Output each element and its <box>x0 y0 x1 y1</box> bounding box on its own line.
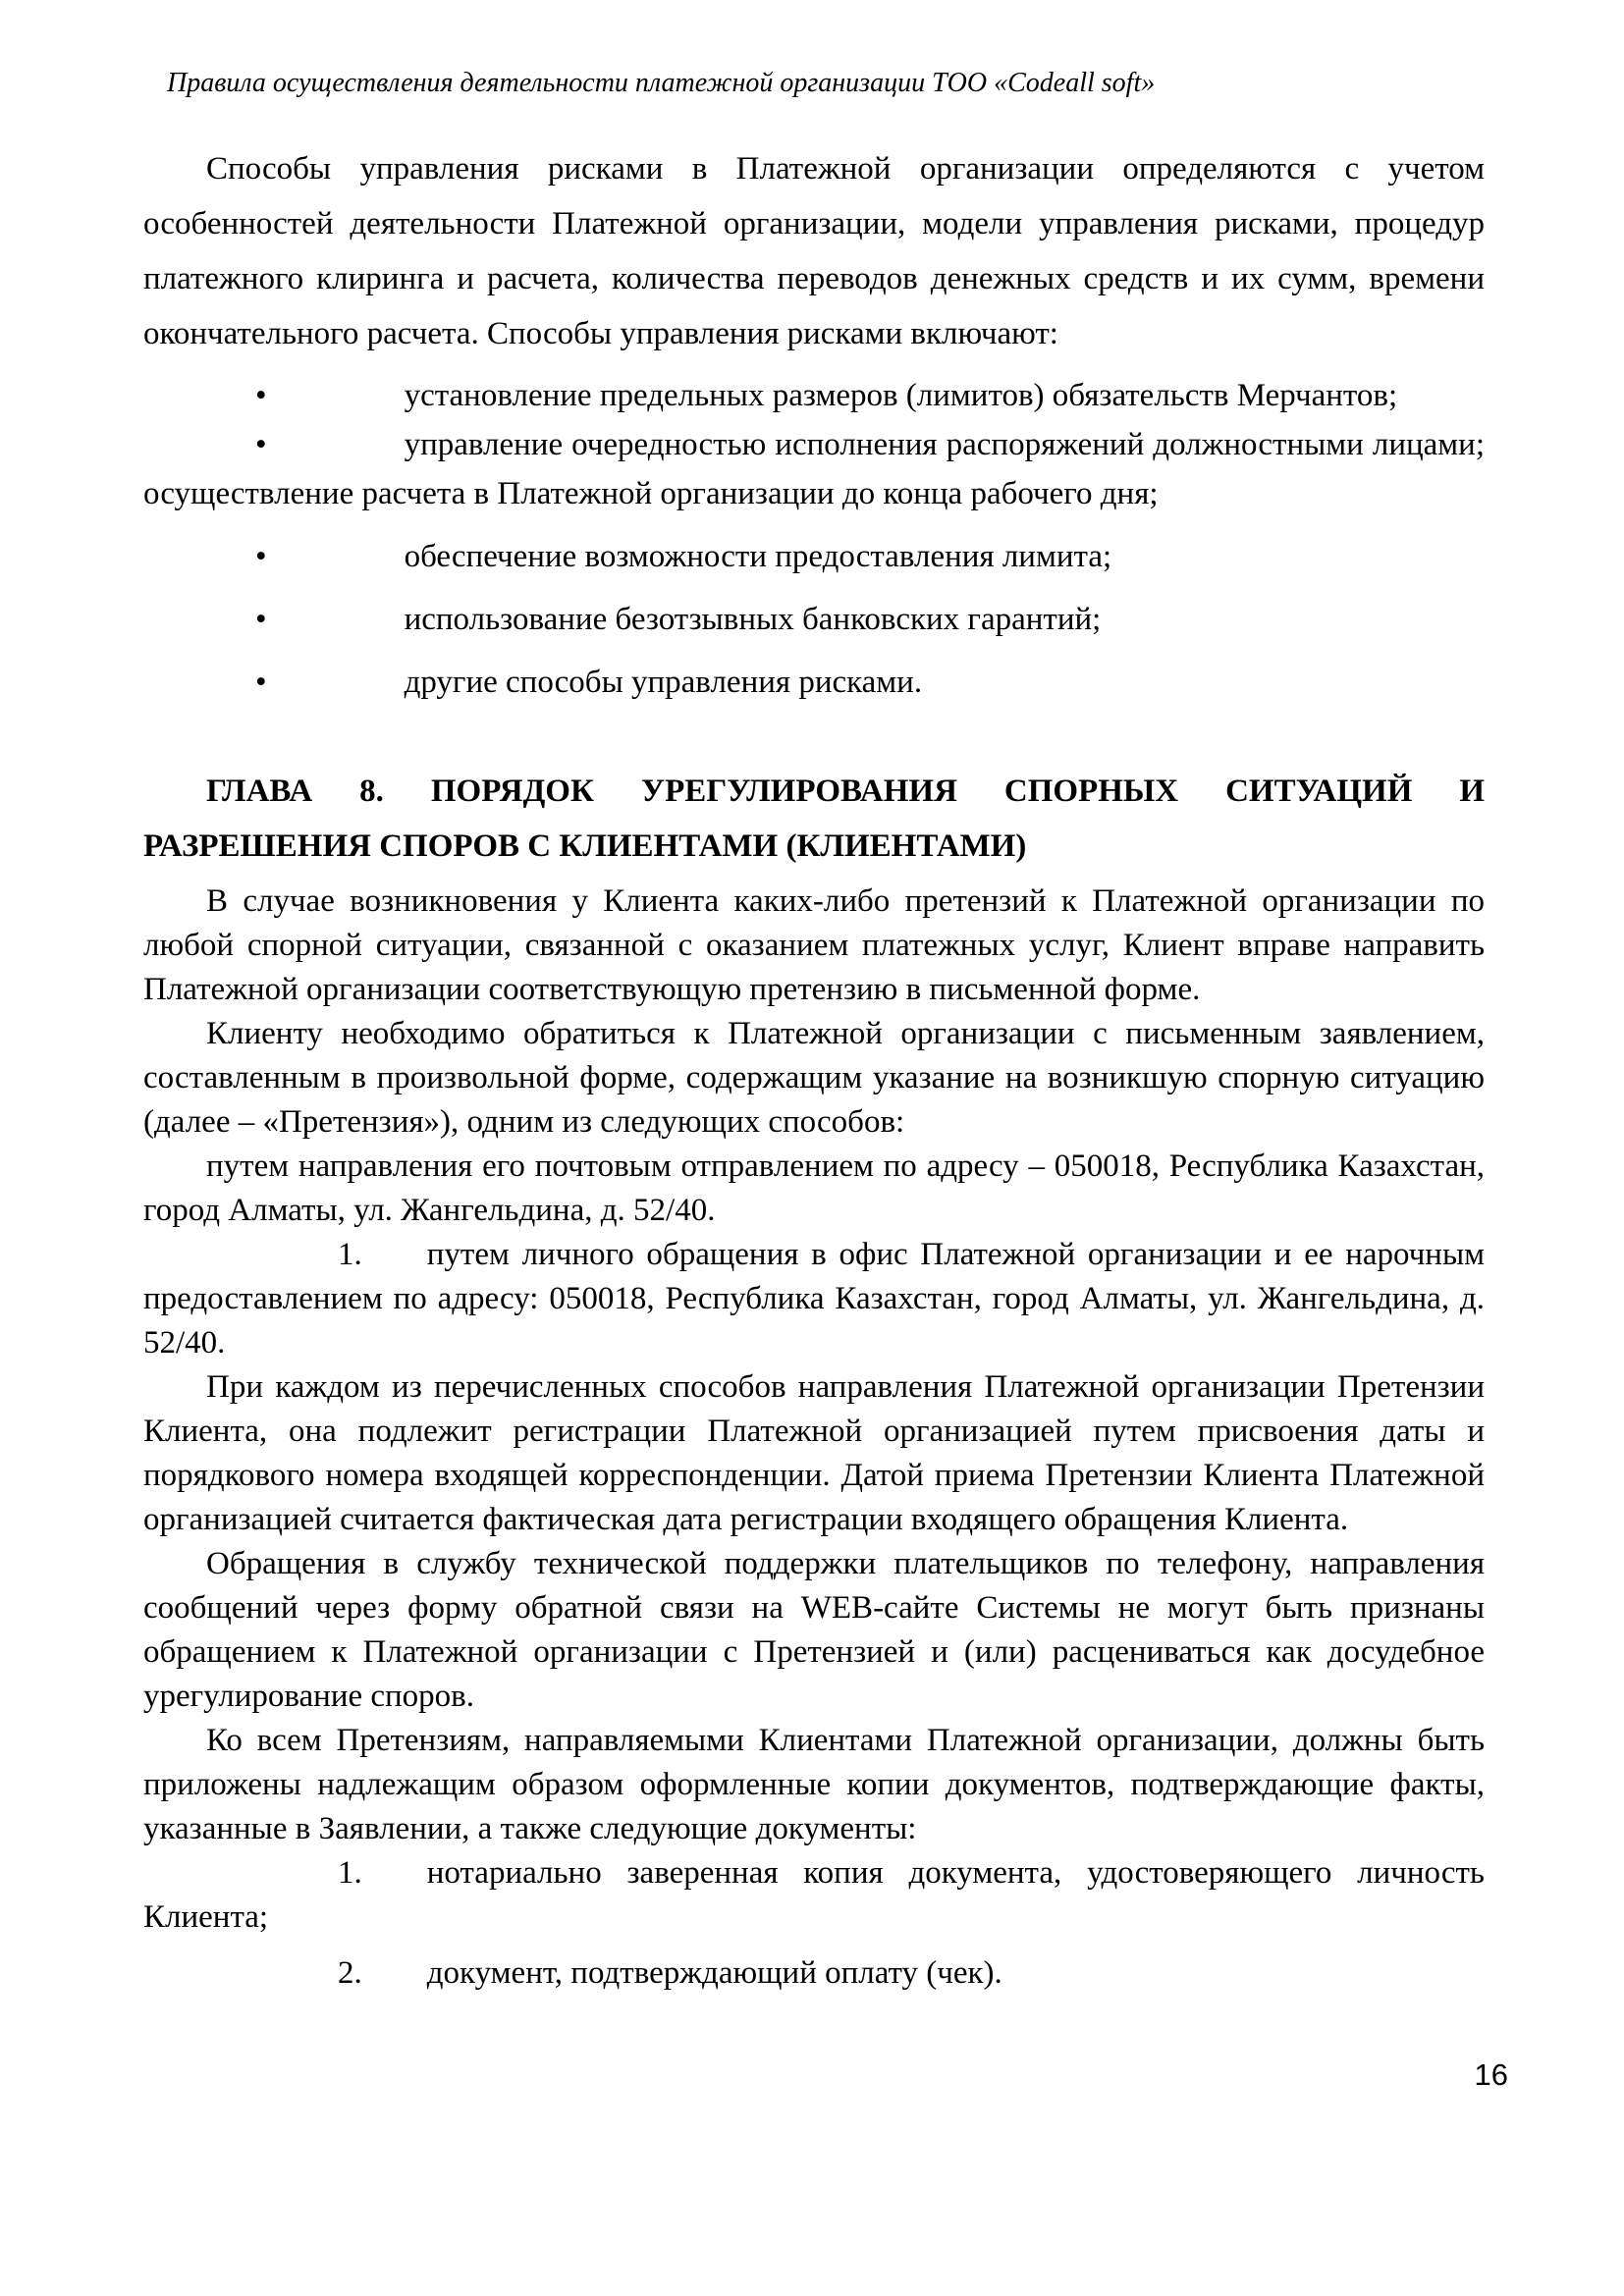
item-number: 2. <box>338 1955 362 1991</box>
bullet-text: другие способы управления рисками. <box>404 665 923 700</box>
bullet-item <box>143 532 1485 581</box>
item-text: документ, подтверждающий оплату (чек). <box>426 1955 1002 1991</box>
header-title: Правила осуществления деятельности платежной организации ТОО «Codeall soft» <box>167 68 1156 98</box>
numbered-item <box>143 1233 1485 1365</box>
bullet-marker: • <box>255 665 267 700</box>
chapter-heading-line-1: ГЛАВА 8. ПОРЯДОК УРЕГУЛИРОВАНИЯ СПОРНЫХ СИТУАЦИЙ И <box>206 774 1485 809</box>
chapter-heading <box>143 764 1485 874</box>
item-number: 1. <box>338 1855 362 1891</box>
bullet-marker: • <box>255 539 267 574</box>
document-header <box>167 65 1485 102</box>
bullet-marker: • <box>255 427 267 462</box>
body-paragraph: Клиенту необходимо обратиться к Платежной организации с письменным заявлением, составленным в произвольной форме, содержащим указание на возникшую спорную ситуацию (далее – «Претензия»), одним из следующих способов: <box>143 1016 1485 1140</box>
bullet-text: управление очередностью исполнения распоряжений должностными лицами; осуществление расчета в Платежной организации до конца рабочего дня; <box>143 427 1485 511</box>
bullet-text: использование безотзывных банковских гарантий; <box>404 602 1102 637</box>
intro-paragraph: Способы управления рисками в Платежной организации определяются с учетом особенностей деятельности Платежной организации, модели управления рисками, процедур платежного клиринга и расчета, количества переводов денежных средств и их сумм, времени окончательного расчета. Способы управления рисками включают: <box>143 151 1485 351</box>
bullet-text: обеспечение возможности предоставления лимита; <box>404 539 1112 574</box>
body-paragraph: путем направления его почтовым отправлением по адресу – 050018, Республика Казахстан, город Алматы, ул. Жангельдина, д. 52/40. <box>143 1148 1485 1228</box>
item-text: нотариально заверенная копия документа, удостоверяющего личность Клиента; <box>143 1855 1485 1935</box>
body-paragraph: В случае возникновения у Клиента каких-либо претензий к Платежной организации по любой спорной ситуации, связанной с оказанием платежных услуг, Клиент вправе направить Платежной организации соответствующую претензию в письменной форме. <box>143 883 1485 1007</box>
item-number: 1. <box>338 1237 362 1272</box>
bullet-marker: • <box>255 378 267 413</box>
numbered-item <box>143 1851 1485 1940</box>
body-paragraph: При каждом из перечисленных способов направления Платежной организации Претензии Клиента, она подлежит регистрации Платежной организацией путем присвоения даты и порядкового номера входящей корреспонденции. Датой приема Претензии Клиента Платежной организацией считается фактическая дата регистрации входящего обращения Клиента. <box>143 1369 1485 1537</box>
numbered-item <box>143 1951 1485 1996</box>
bullet-item <box>143 658 1485 707</box>
bullet-item <box>143 420 1485 518</box>
page-number: 16 <box>1474 2057 1508 2092</box>
body-paragraph: Обращения в службу технической поддержки плательщиков по телефону, направления сообщений через форму обратной связи на WEB-сайте Системы не могут быть признаны обращением к Платежной организации с Претензией и (или) расцениваться как досудебное урегулирование споров. <box>143 1546 1485 1714</box>
bullet-text: установление предельных размеров (лимитов) обязательств Мерчантов; <box>404 378 1398 413</box>
body-paragraph: Ко всем Претензиям, направляемыми Клиентами Платежной организации, должны быть приложены надлежащим образом оформленные копии документов, подтверждающие факты, указанные в Заявлении, а также следующие документы: <box>143 1723 1485 1846</box>
chapter-heading-line-2: РАЗРЕШЕНИЯ СПОРОВ С КЛИЕНТАМИ (КЛИЕНТАМИ) <box>143 828 1027 864</box>
bullet-marker: • <box>255 602 267 637</box>
bullet-item <box>143 371 1485 420</box>
bullet-item <box>143 595 1485 644</box>
item-text: путем личного обращения в офис Платежной организации и ее нарочным предоставлением по адресу: 050018, Республика Казахстан, город Алматы, ул. Жангельдина, д. 52/40. <box>143 1237 1485 1361</box>
